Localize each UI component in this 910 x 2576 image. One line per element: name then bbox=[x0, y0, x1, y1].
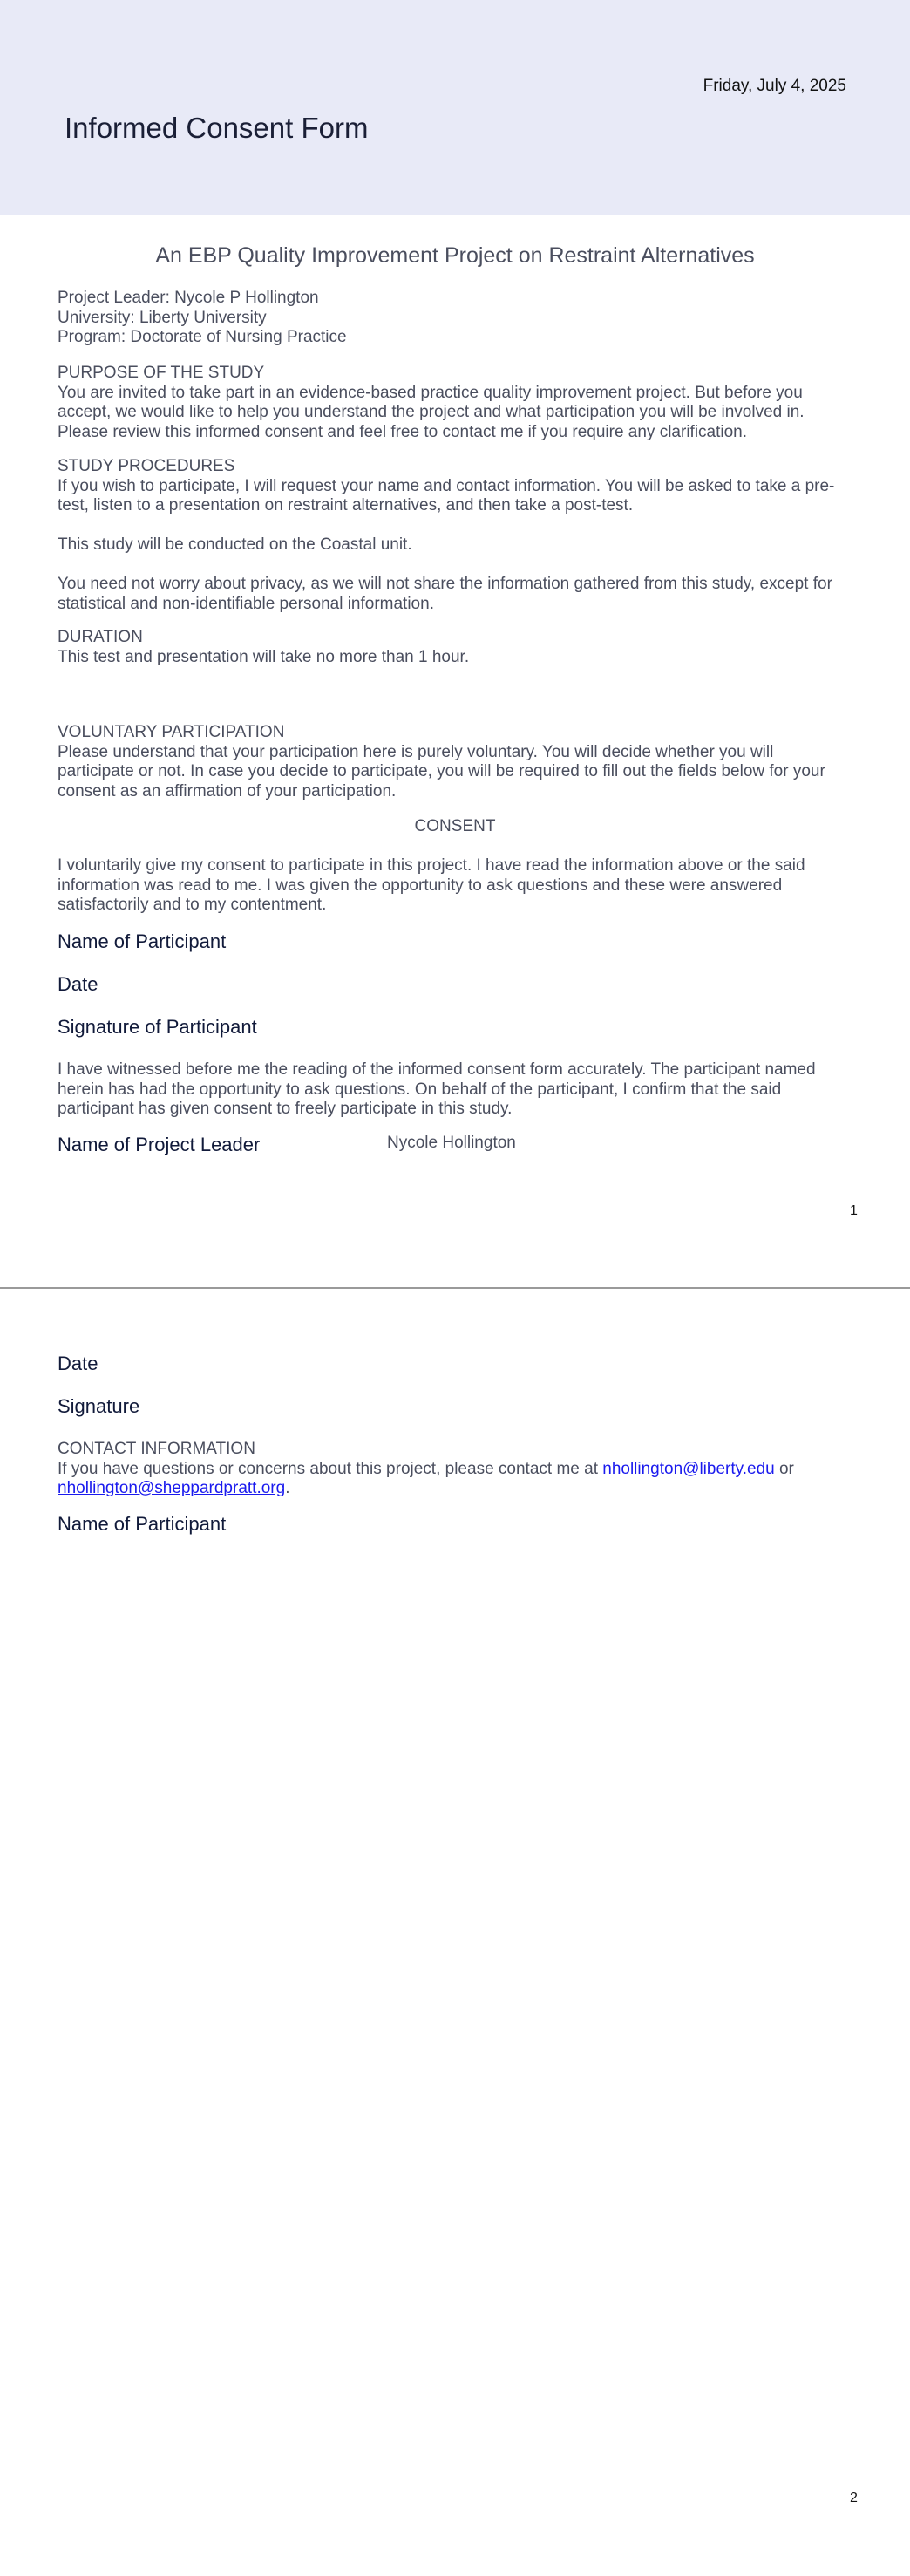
purpose-section bbox=[58, 364, 851, 442]
contact-or-text: or bbox=[774, 1459, 794, 1478]
voluntary-heading: VOLUNTARY PARTICIPATION bbox=[58, 723, 285, 741]
duration-section bbox=[58, 628, 851, 667]
contact-body bbox=[58, 1460, 851, 1499]
date-label: Date bbox=[58, 973, 98, 995]
procedures-body-3: You need not worry about privacy, as we will not share the information gathered from this study, except for statistical and non-identifiable personal information. bbox=[58, 575, 832, 613]
email-link-liberty[interactable]: nhollington@liberty.edu bbox=[602, 1459, 775, 1478]
contact-section bbox=[58, 1440, 851, 1499]
project-leader-label: Name of Project Leader bbox=[58, 1134, 261, 1155]
name-of-participant-label-page-2: Name of Participant bbox=[58, 1513, 227, 1535]
voluntary-body: Please understand that your participation here is purely voluntary. You will decide whether you will participate or not. In case you decide to participate, you will be required to fill out the fields below for your consent as an affirmation of your participation. bbox=[58, 742, 825, 801]
duration-heading: DURATION bbox=[58, 628, 143, 646]
witness-body: I have witnessed before me the reading of the informed consent form accurately. The participant named herein has had the opportunity to ask questions. On behalf of the participant, I confirm that the said participant has given consent to freely participate in this study. bbox=[58, 1060, 816, 1118]
page-divider bbox=[0, 1287, 910, 1289]
page-title: Informed Consent Form bbox=[65, 112, 369, 144]
email-link-sheppardpratt[interactable]: nhollington@sheppardpratt.org bbox=[58, 1479, 286, 1497]
project-subtitle: An EBP Quality Improvement Project on Restraint Alternatives bbox=[155, 243, 755, 268]
project-university: University: Liberty University bbox=[58, 308, 267, 327]
voluntary-section bbox=[58, 723, 851, 801]
page-number-2: 2 bbox=[850, 2491, 858, 2505]
project-leader: Project Leader: Nycole P Hollington bbox=[58, 289, 319, 307]
header-band bbox=[0, 0, 910, 215]
project-program: Program: Doctorate of Nursing Practice bbox=[58, 328, 347, 346]
consent-heading: CONSENT bbox=[414, 817, 496, 835]
header-date: Friday, July 4, 2025 bbox=[703, 77, 846, 95]
procedures-section bbox=[58, 457, 851, 516]
consent-body: I voluntarily give my consent to participate in this project. I have read the information above or the said information was read to me. I was given the opportunity to ask questions and these were answered satisfactorily and to my contentment. bbox=[58, 856, 805, 914]
name-of-participant-label: Name of Participant bbox=[58, 930, 227, 952]
contact-body-text: If you have questions or concerns about this project, please contact me at bbox=[58, 1459, 603, 1478]
contact-period: . bbox=[285, 1479, 290, 1497]
project-info bbox=[58, 289, 851, 348]
project-leader-value: Nycole Hollington bbox=[387, 1134, 516, 1152]
purpose-heading: PURPOSE OF THE STUDY bbox=[58, 364, 265, 382]
contact-heading: CONTACT INFORMATION bbox=[58, 1440, 255, 1458]
procedures-body-2: This study will be conducted on the Coastal unit. bbox=[58, 535, 412, 554]
signature-label: Signature bbox=[58, 1395, 140, 1417]
procedures-heading: STUDY PROCEDURES bbox=[58, 457, 235, 475]
procedures-body-1: If you wish to participate, I will request your name and contact information. You will be asked to take a pre-test, listen to a presentation on restraint alternatives, and then take a post-test. bbox=[58, 476, 835, 515]
date-label-page-2: Date bbox=[58, 1353, 98, 1374]
duration-body: This test and presentation will take no more than 1 hour. bbox=[58, 647, 470, 666]
page-number-1: 1 bbox=[850, 1203, 858, 1218]
signature-of-participant-label: Signature of Participant bbox=[58, 1016, 257, 1038]
purpose-body: You are invited to take part in an evidence-based practice quality improvement project. But before you accept, we would like to help you understand the project and what participation you will be involved in. Please review this informed consent and feel free to contact me if you require any clarification. bbox=[58, 383, 805, 441]
